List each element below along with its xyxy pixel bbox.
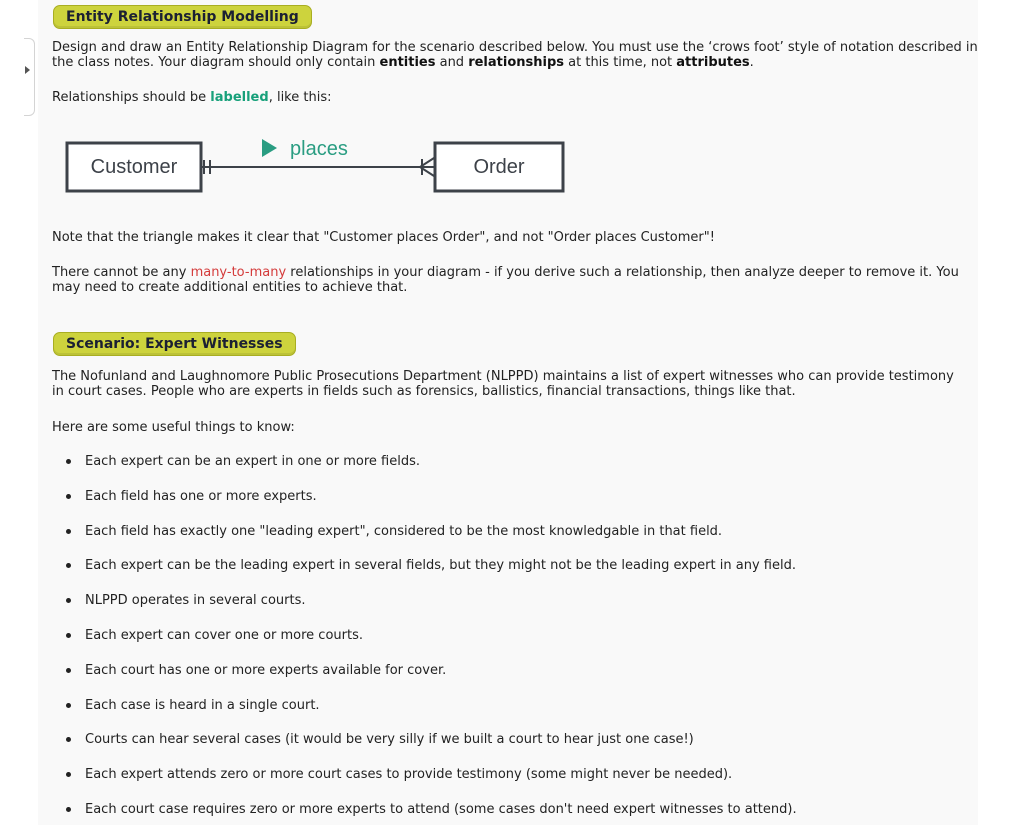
list-item: Each court has one or more experts available for cover.: [52, 663, 982, 698]
list-item: Each court case requires zero or more experts to attend (some cases don't need expert witnesses to attend).: [52, 802, 982, 837]
list-item: Each expert attends zero or more court cases to provide testimony (some might never be needed).: [52, 767, 982, 802]
entity-label-customer: Customer: [90, 156, 178, 178]
list-item: Each field has exactly one "leading expert", considered to be the most knowledgable in that field.: [52, 524, 982, 559]
labelled-highlight: labelled: [210, 90, 269, 105]
erd-diagram-svg: [52, 122, 578, 206]
labelled-paragraph: [52, 90, 982, 105]
section-heading-erm: Entity Relationship Modelling: [53, 5, 312, 29]
intro-text: Design and draw an Entity Relationship Diagram for the scenario described below. You must use the ‘crows foot’ style of notation described in the class notes. Your diagram should only contain: [52, 40, 978, 70]
intro-text: at this time, not: [564, 55, 677, 70]
list-item: Each expert can cover one or more courts.: [52, 628, 982, 663]
list-item: Each case is heard in a single court.: [52, 698, 982, 733]
many-text: relationships in your diagram - if you derive such a relationship, then analyze deeper to remove it. You may need to create additional entities to achieve that.: [52, 265, 959, 295]
useful-intro: Here are some useful things to know:: [52, 420, 295, 435]
list-item: NLPPD operates in several courts.: [52, 593, 982, 628]
expand-arrow-icon[interactable]: [25, 66, 30, 74]
section-heading-scenario: Scenario: Expert Witnesses: [53, 332, 296, 356]
intro-paragraph: [52, 40, 982, 70]
many-to-many-paragraph: [52, 265, 967, 295]
labelled-text: , like this:: [268, 90, 332, 105]
many-to-many-highlight: many-to-many: [190, 265, 287, 280]
erd-example-diagram: [52, 122, 578, 206]
list-item: Each field has one or more experts.: [52, 489, 982, 524]
note-paragraph: Note that the triangle makes it clear that "Customer places Order", and not "Order places Customer"!: [52, 230, 715, 245]
intro-bold-attributes: attributes: [676, 55, 750, 70]
sidebar-toggle[interactable]: [24, 38, 35, 116]
labelled-text: Relationships should be: [52, 90, 211, 105]
scenario-description: The Nofunland and Laughnomore Public Prosecutions Department (NLPPD) maintains a list of expert witnesses who can provide testimony in court cases. People who are experts in fields such as forensics, ballistics, financial transactions, things like that.: [52, 369, 954, 399]
many-text: There cannot be any: [52, 265, 191, 280]
facts-list: [52, 454, 982, 837]
intro-text: .: [749, 55, 754, 70]
list-item: Courts can hear several cases (it would be very silly if we built a court to hear just one case!): [52, 732, 982, 767]
list-item: Each expert can be an expert in one or more fields.: [52, 454, 982, 489]
intro-bold-relationships: relationships: [468, 55, 565, 70]
list-item: Each expert can be the leading expert in several fields, but they might not be the leading expert in any field.: [52, 558, 982, 593]
relationship-label: places: [290, 138, 348, 160]
direction-triangle-icon: [262, 139, 277, 157]
intro-bold-entities: entities: [379, 55, 436, 70]
intro-text: and: [435, 55, 469, 70]
entity-label-order: Order: [473, 156, 525, 178]
